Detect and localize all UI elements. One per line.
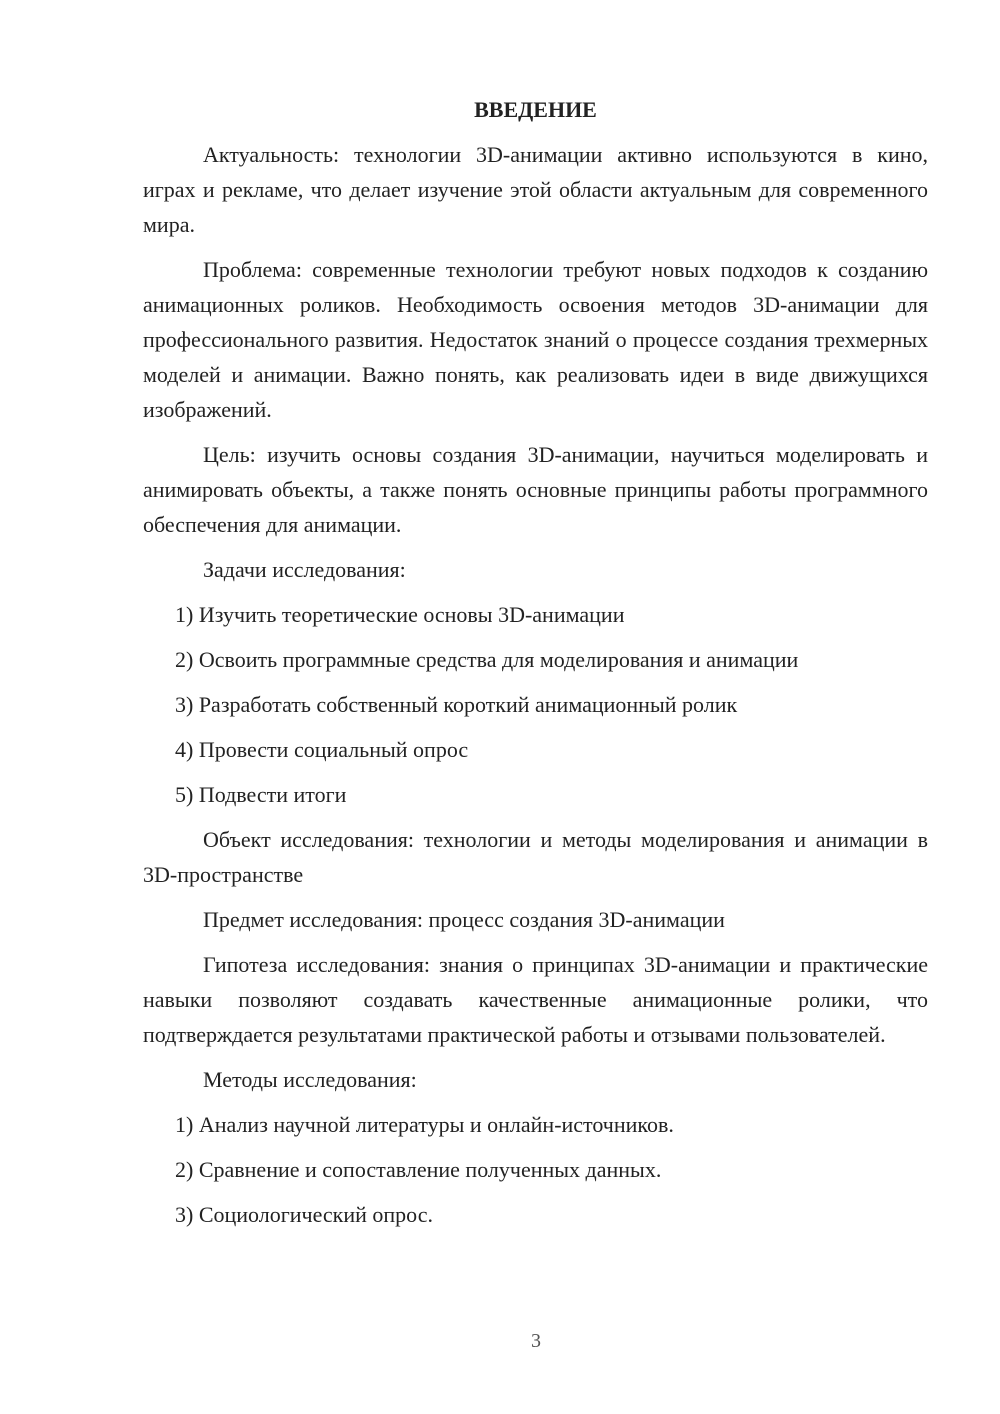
method-item: 3) Социологический опрос. [175, 1202, 433, 1227]
method-item: 2) Сравнение и сопоставление полученных данных. [175, 1157, 662, 1182]
page-content [143, 92, 928, 1232]
task-item: 3) Разработать собственный короткий анимационный ролик [175, 692, 738, 717]
hypothesis-paragraph: Гипотеза исследования: знания о принципах 3D-анимации и практические навыки позволяют создавать качественные анимационные ролики, что подтверждается результатами практической работы и отзывами пользователей. [143, 952, 928, 1047]
tasks-heading: Задачи исследования: [203, 557, 406, 582]
page-title: ВВЕДЕНИЕ [474, 97, 597, 122]
task-item: 2) Освоить программные средства для моделирования и анимации [175, 647, 799, 672]
subject-paragraph: Предмет исследования: процесс создания 3D-анимации [203, 907, 725, 932]
methods-heading: Методы исследования: [203, 1067, 417, 1092]
task-item: 4) Провести социальный опрос [175, 737, 469, 762]
problem-paragraph: Проблема: современные технологии требуют новых подходов к созданию анимационных роликов. Необходимость освоения методов 3D-анимации для профессионального развития. Недостаток знаний о процессе создания трехмерных моделей и анимации. Важно понять, как реализовать идеи в виде движущихся изображений. [143, 257, 928, 422]
method-item: 1) Анализ научной литературы и онлайн-источников. [175, 1112, 674, 1137]
relevance-paragraph: Актуальность: технологии 3D-анимации активно используются в кино, играх и рекламе, что делает изучение этой области актуальным для современного мира. [143, 142, 928, 237]
page-number: 3 [531, 1330, 541, 1352]
object-paragraph: Объект исследования: технологии и методы моделирования и анимации в 3D-пространстве [143, 827, 928, 887]
task-item: 5) Подвести итоги [175, 782, 347, 807]
goal-paragraph: Цель: изучить основы создания 3D-анимации, научиться моделировать и анимировать объекты, а также понять основные принципы работы программного обеспечения для анимации. [143, 442, 928, 537]
task-item: 1) Изучить теоретические основы 3D-анимации [175, 602, 625, 627]
